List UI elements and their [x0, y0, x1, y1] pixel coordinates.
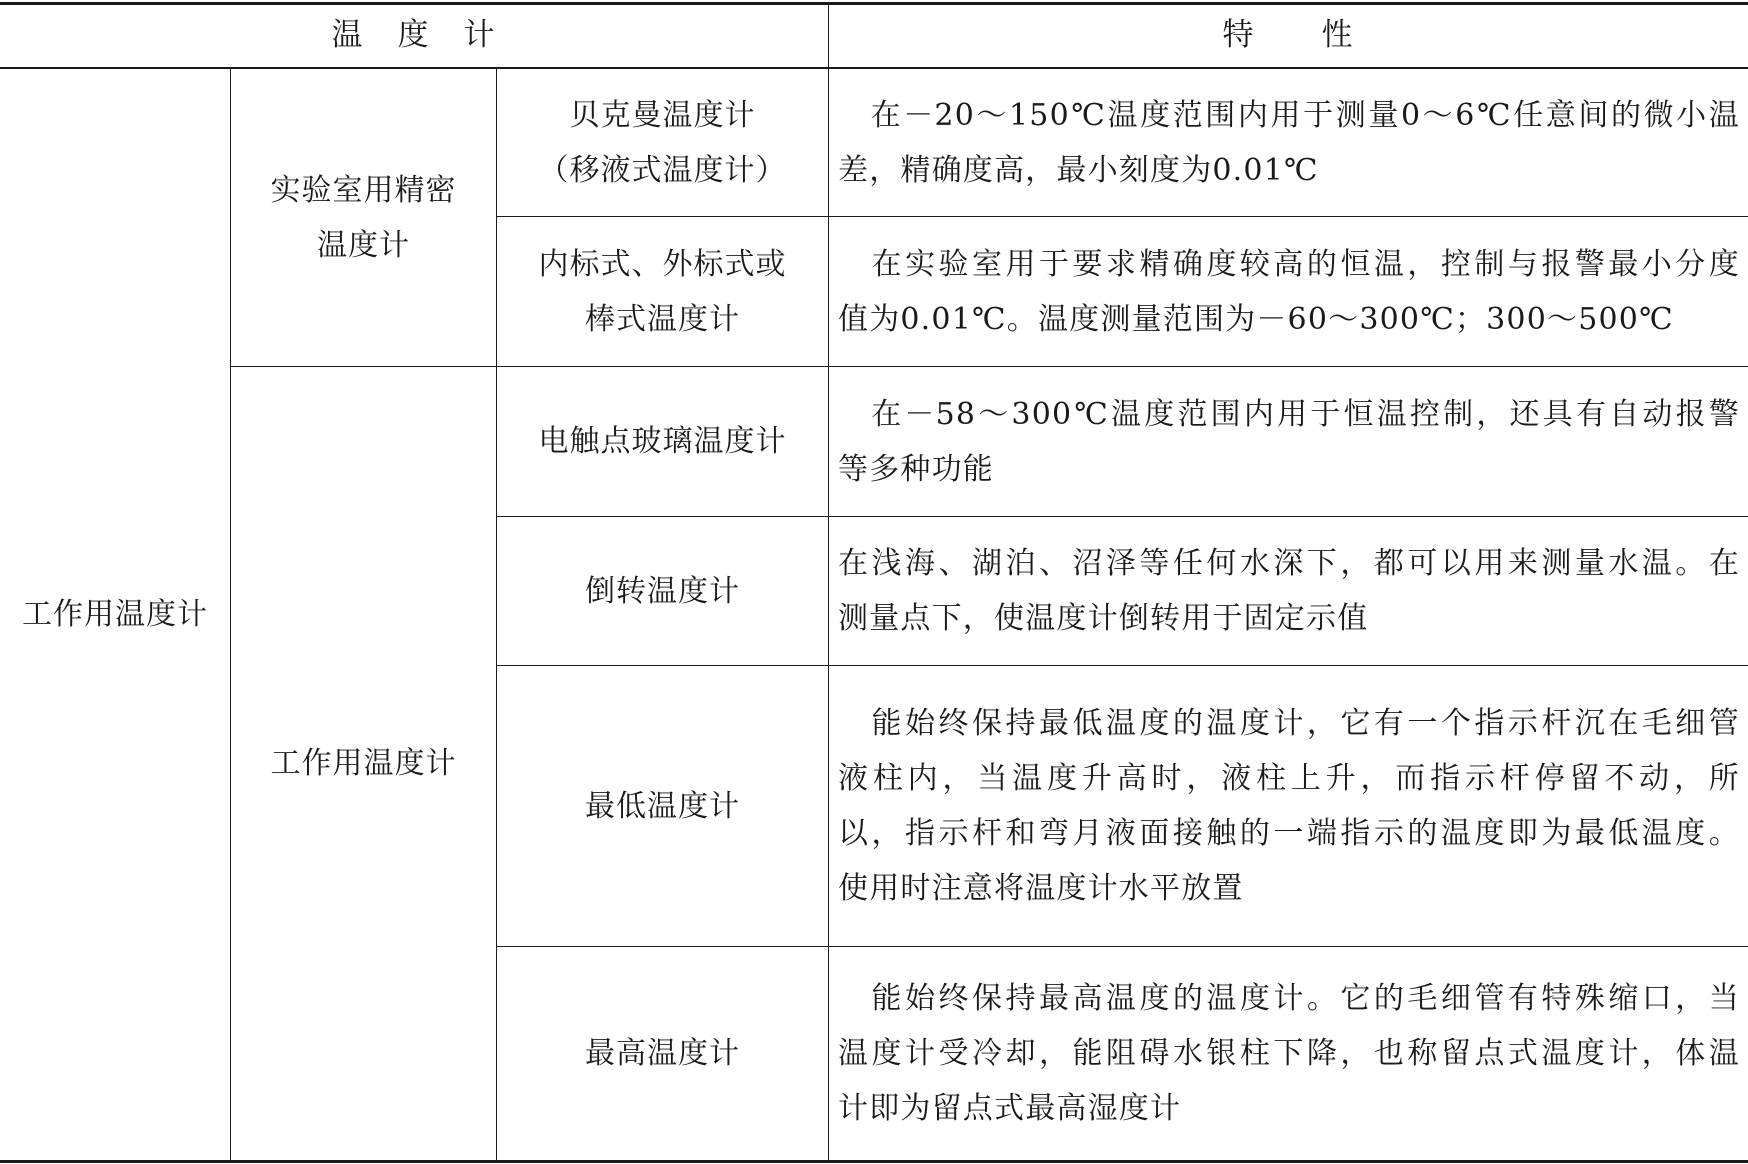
category-label: 工作用温度计: [22, 597, 208, 632]
thermometer-name-cell: [497, 367, 828, 516]
thermometer-name-cell: [497, 947, 828, 1160]
characteristics-line: 以，指示杆和弯月液面接触的一端指示的温度即为最低温度。: [838, 816, 1740, 851]
thermometer-name-cell: [497, 69, 828, 216]
characteristics-line: 温度计受冷却，能阻碍水银柱下降，也称留点式温度计，体温: [838, 1036, 1740, 1071]
thermometer-name: 最高温度计: [585, 1036, 740, 1071]
header-thermometer: [0, 4, 828, 67]
characteristics-line: 等多种功能: [838, 451, 994, 487]
characteristics-line: 能始终保持最高温度的温度计。它的毛细管有特殊缩口，当: [838, 981, 1740, 1016]
thermometer-name-cell: [497, 217, 828, 366]
subcategory-label: 工作用温度计: [270, 746, 457, 781]
thermometer-name: 倒转温度计: [585, 573, 740, 609]
characteristics-cell: [838, 69, 1748, 216]
column-divider: [828, 4, 829, 1161]
characteristics-line: 使用时注意将温度计水平放置: [838, 871, 1244, 906]
category-cell: [0, 69, 230, 1160]
characteristics-cell: [838, 367, 1748, 516]
characteristics-line: 在实验室用于要求精确度较高的恒温，控制与报警最小分度: [838, 246, 1740, 282]
characteristics-line: 在浅海、湖泊、沼泽等任何水深下，都可以用来测量水温。在: [838, 546, 1740, 581]
header-characteristics: [829, 4, 1748, 67]
characteristics-line: 在－58～300℃温度范围内用于恒温控制，还具有自动报警: [838, 396, 1740, 432]
thermometer-name: 电触点玻璃温度计: [538, 424, 787, 459]
subcategory-label: 温度计: [317, 227, 410, 263]
subcategory-cell: [231, 367, 496, 1160]
characteristics-line: 差，精确度高，最小刻度为0.01℃: [838, 152, 1319, 188]
characteristics-line: 液柱内，当温度升高时，液柱上升，而指示杆停留不动，所: [838, 761, 1740, 796]
thermometer-name: 贝克曼温度计: [569, 97, 756, 133]
characteristics-line: 能始终保持最低温度的温度计，它有一个指示杆沉在毛细管: [838, 706, 1740, 741]
header-thermometer-label: 温 度 计: [331, 17, 497, 53]
thermometer-name-cell: [497, 666, 828, 946]
subcategory-cell: [231, 69, 496, 366]
header-characteristics-label: 特 性: [1222, 17, 1355, 53]
characteristics-line: 值为0.01℃。温度测量范围为－60～300℃；300～500℃: [838, 301, 1674, 337]
thermometer-name: 棒式温度计: [585, 301, 740, 337]
characteristics-line: 计即为留点式最高湿度计: [838, 1091, 1182, 1126]
characteristics-cell: [838, 666, 1748, 946]
characteristics-line: 测量点下，使温度计倒转用于固定示值: [838, 601, 1369, 636]
thermometer-name-cell: [497, 517, 828, 665]
thermometer-name: （移液式温度计）: [538, 152, 787, 188]
characteristics-cell: [838, 947, 1748, 1160]
characteristics-cell: [838, 217, 1748, 366]
thermometer-name: 最低温度计: [585, 788, 740, 824]
bottom-border: [0, 1160, 1748, 1163]
characteristics-cell: [838, 517, 1748, 665]
characteristics-line: 在－20～150℃温度范围内用于测量0～6℃任意间的微小温: [838, 97, 1740, 133]
thermometer-name: 内标式、外标式或: [538, 246, 787, 282]
subcategory-label: 实验室用精密: [270, 172, 457, 208]
